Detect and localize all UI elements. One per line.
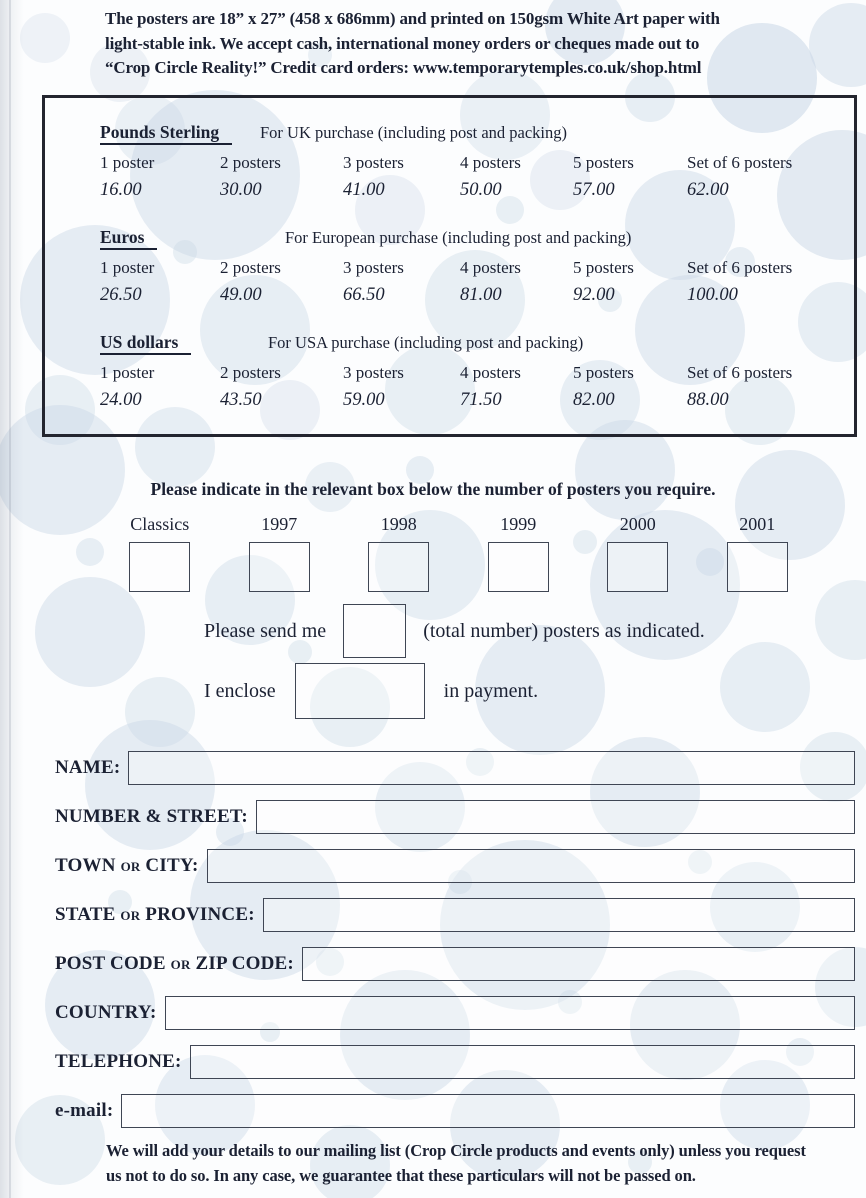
form-row-email [55, 1094, 855, 1128]
price-value: 43.50 [220, 390, 262, 410]
quantity-header: 3 posters [343, 153, 404, 172]
price-value: 100.00 [687, 285, 738, 305]
year-label: 2000 [619, 514, 656, 534]
enclose-text: I enclose [204, 679, 276, 702]
telephone-input-box[interactable] [190, 1045, 855, 1079]
sterling-price-row [100, 176, 854, 205]
price-value: 82.00 [573, 390, 615, 410]
year-qty-box-1997[interactable] [249, 542, 310, 592]
street-input-box[interactable] [256, 800, 855, 834]
quantity-header: 2 posters [220, 153, 281, 172]
sterling-heading-row [100, 122, 854, 150]
quantity-header: Set of 6 posters [687, 363, 793, 382]
mailing-list-note-line-1: We will add your details to our mailing list (Crop Circle products and events only) unless you request [106, 1141, 806, 1160]
form-row-town-city [55, 849, 855, 883]
euros-currency-title: Euros [100, 227, 157, 250]
town-city-label: TOWN or CITY: [55, 855, 199, 876]
sterling-purchase-note: For UK purchase (including post and packing) [260, 123, 568, 142]
euros-purchase-note: For European purchase (including post and packing) [285, 228, 632, 247]
name-label: NAME: [55, 757, 121, 778]
year-cell-1999 [459, 511, 579, 592]
euros-heading-row [100, 227, 854, 255]
price-value: 41.00 [343, 180, 385, 200]
usd-price-row [100, 386, 854, 415]
price-value: 62.00 [687, 180, 729, 200]
quantity-header: 1 poster [100, 363, 155, 382]
form-row-telephone [55, 1045, 855, 1079]
year-label: 2001 [739, 514, 776, 534]
intro-text [105, 7, 720, 81]
price-value: 16.00 [100, 180, 142, 200]
address-form [55, 751, 855, 1143]
email-input-box[interactable] [121, 1094, 855, 1128]
indicate-instruction: Please indicate in the relevant box below the number of posters you require. [150, 479, 716, 499]
quantity-header: Set of 6 posters [687, 258, 793, 277]
quantity-header: 2 posters [220, 363, 281, 382]
form-row-state-province [55, 898, 855, 932]
price-value: 81.00 [460, 285, 502, 305]
euros-price-row [100, 281, 854, 310]
quantity-header: 3 posters [343, 363, 404, 382]
mailing-list-note [106, 1139, 806, 1188]
quantity-header: 5 posters [573, 258, 634, 277]
year-qty-box-classics[interactable] [129, 542, 190, 592]
send-me-text: Please send me [204, 619, 327, 642]
price-value: 92.00 [573, 285, 615, 305]
intro-line-3: “Crop Circle Reality!” Credit card orders: www.temporarytemples.co.uk/shop.html [105, 58, 702, 77]
pricing-section-sterling [100, 122, 854, 205]
quantity-header: 4 posters [460, 363, 521, 382]
state-province-input-box[interactable] [263, 898, 855, 932]
state-province-label: STATE or PROVINCE: [55, 904, 255, 925]
year-cell-1998 [339, 511, 459, 592]
year-cell-2000 [578, 511, 698, 592]
price-value: 66.50 [343, 285, 385, 305]
name-input-box[interactable] [128, 751, 855, 785]
price-value: 71.50 [460, 390, 502, 410]
year-qty-box-1999[interactable] [488, 542, 549, 592]
total-number-text: (total number) posters as indicated. [423, 619, 705, 642]
year-label: 1999 [500, 514, 537, 534]
intro-line-2: light-stable ink. We accept cash, international money orders or cheques made out to [105, 33, 700, 53]
postcode-input-box[interactable] [302, 947, 855, 981]
email-label: e-mail: [55, 1100, 114, 1121]
quantity-header: 3 posters [343, 258, 404, 277]
quantity-header: Set of 6 posters [687, 153, 793, 172]
quantity-header: 4 posters [460, 153, 521, 172]
pricing-table-box [42, 95, 857, 437]
form-row-country [55, 996, 855, 1030]
sterling-currency-title: Pounds Sterling [100, 122, 232, 145]
scan-fold-shadow [0, 0, 24, 1198]
pricing-section-euros [100, 227, 854, 310]
year-qty-box-2001[interactable] [727, 542, 788, 592]
payment-row [204, 663, 538, 719]
quantity-header: 5 posters [573, 153, 634, 172]
postcode-label: POST CODE or ZIP CODE: [55, 953, 294, 974]
year-label: Classics [130, 514, 190, 534]
country-input-box[interactable] [165, 996, 855, 1030]
year-label: 1998 [380, 514, 417, 534]
year-qty-box-1998[interactable] [368, 542, 429, 592]
usd-heading-row [100, 332, 854, 360]
pricing-section-usd [100, 332, 854, 415]
usd-quantity-header-row [100, 360, 854, 386]
telephone-label: TELEPHONE: [55, 1051, 182, 1072]
price-value: 88.00 [687, 390, 729, 410]
payment-amount-box[interactable] [295, 663, 425, 719]
street-label: NUMBER & STREET: [55, 806, 248, 827]
country-label: COUNTRY: [55, 1002, 157, 1023]
town-city-input-box[interactable] [207, 849, 855, 883]
form-row-name [55, 751, 855, 785]
euros-quantity-header-row [100, 255, 854, 281]
price-value: 30.00 [220, 180, 262, 200]
total-number-box[interactable] [343, 604, 406, 658]
price-value: 50.00 [460, 180, 502, 200]
year-label: 1997 [261, 514, 298, 534]
price-value: 59.00 [343, 390, 385, 410]
year-cell-classics [100, 511, 220, 592]
price-value: 57.00 [573, 180, 615, 200]
mailing-list-note-line-2: us not to do so. In any case, we guarantee that these particulars will not be passed on. [106, 1165, 696, 1185]
year-cell-1997 [220, 511, 340, 592]
quantity-header: 2 posters [220, 258, 281, 277]
quantity-header: 1 poster [100, 153, 155, 172]
in-payment-text: in payment. [443, 679, 539, 702]
intro-line-1: The posters are 18” x 27” (458 x 686mm) and printed on 150gsm White Art paper with [105, 9, 720, 28]
year-cell-2001 [698, 511, 818, 592]
usd-currency-title: US dollars [100, 332, 191, 355]
usd-purchase-note: For USA purchase (including post and packing) [268, 333, 584, 352]
price-value: 24.00 [100, 390, 142, 410]
price-value: 26.50 [100, 285, 142, 305]
form-row-street [55, 800, 855, 834]
form-row-postcode [55, 947, 855, 981]
quantity-header: 5 posters [573, 363, 634, 382]
year-qty-box-2000[interactable] [607, 542, 668, 592]
year-quantity-grid [100, 511, 817, 592]
price-value: 49.00 [220, 285, 262, 305]
total-posters-row [204, 604, 705, 658]
quantity-header: 4 posters [460, 258, 521, 277]
quantity-header: 1 poster [100, 258, 155, 277]
sterling-quantity-header-row [100, 150, 854, 176]
